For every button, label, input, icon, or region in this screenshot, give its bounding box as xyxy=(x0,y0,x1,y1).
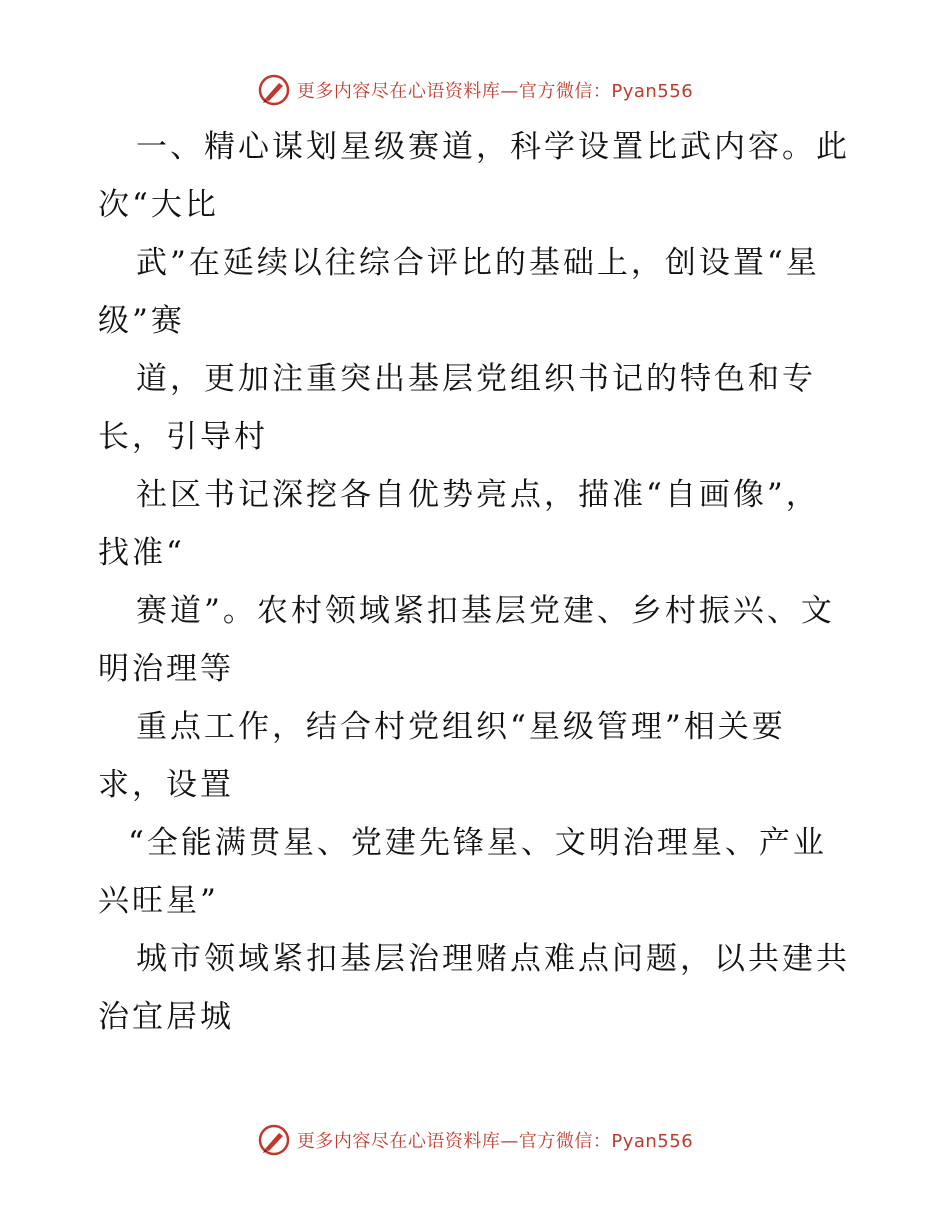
text-line: 求，设置 xyxy=(98,767,234,803)
text-line: 级”赛 xyxy=(98,303,185,339)
text-line: 一、精心谋划星级赛道，科学设置比武内容。此 xyxy=(136,129,850,165)
header-banner xyxy=(0,70,950,110)
header-banner-text: 更多内容尽在心语资料库—官方微信：Pyan556 xyxy=(296,81,694,102)
text-line: 找准“ xyxy=(98,535,185,571)
pen-logo-icon xyxy=(257,73,291,107)
text-line: 武”在延续以往综合评比的基础上，创设置“星 xyxy=(136,245,820,281)
text-line: 次“大比 xyxy=(98,187,219,223)
text-line: 赛道”。农村领域紧扣基层党建、乡村振兴、文 xyxy=(136,593,835,629)
text-line: 社区书记深挖各自优势亮点，描准“自画像”， xyxy=(136,477,820,513)
pen-logo-icon xyxy=(257,1123,291,1157)
footer-banner xyxy=(0,1120,950,1160)
text-line: 明治理等 xyxy=(98,651,234,687)
text-line: 长，引导村 xyxy=(98,419,268,455)
text-line: “全能满贯星、党建先锋星、文明治理星、产业 xyxy=(128,825,827,861)
text-line: 道，更加注重突出基层党组织书记的特色和专 xyxy=(136,361,816,397)
document-body xyxy=(98,118,868,1046)
text-line: 治宜居城 xyxy=(98,999,234,1035)
text-line: 重点工作，结合村党组织“星级管理”相关要 xyxy=(136,709,786,745)
footer-banner-text: 更多内容尽在心语资料库—官方微信：Pyan556 xyxy=(296,1131,694,1152)
text-line: 兴旺星” xyxy=(98,883,219,919)
text-line: 城市领域紧扣基层治理赌点难点问题，以共建共 xyxy=(136,941,850,977)
